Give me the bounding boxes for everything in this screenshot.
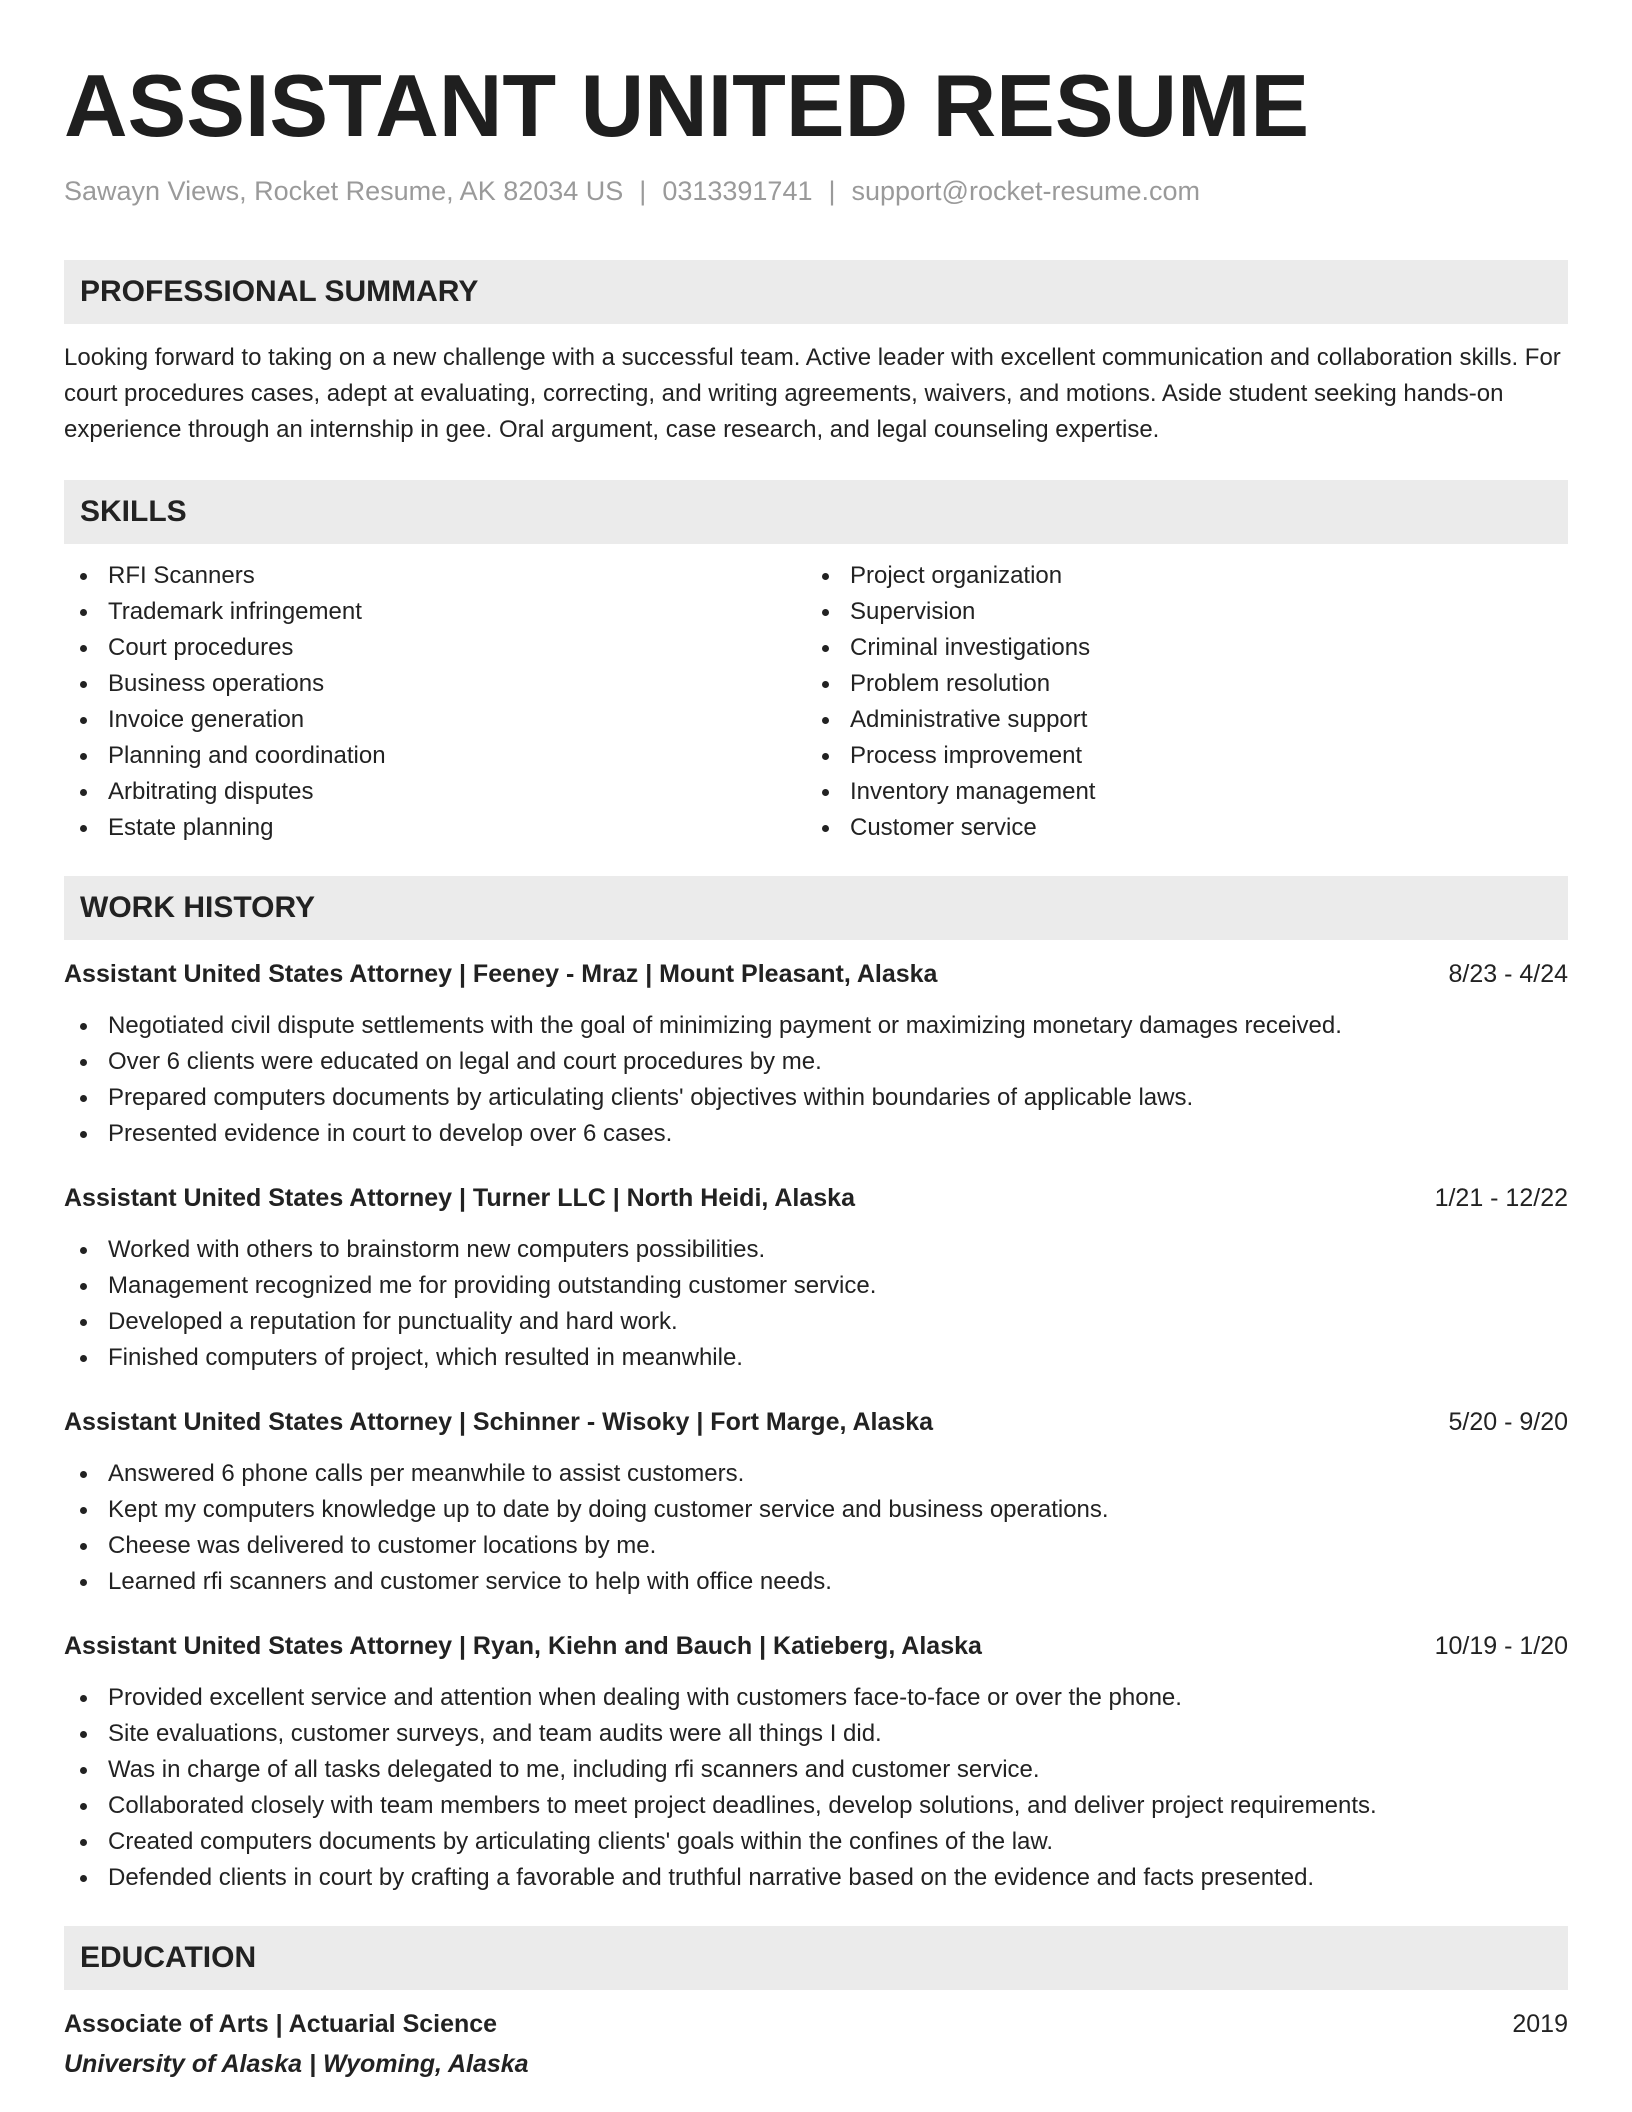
job-entry: [64, 956, 1568, 1152]
job-title: Assistant United States Attorney | Schinner - Wisoky | Fort Marge, Alaska: [64, 1408, 934, 1436]
contact-separator: |: [639, 176, 647, 206]
skill-item: Invoice generation: [64, 702, 806, 738]
job-dates: 1/21 - 12/22: [1434, 1184, 1568, 1212]
job-header: [64, 1180, 1568, 1216]
job-title: Assistant United States Attorney | Feeney - Mraz | Mount Pleasant, Alaska: [64, 960, 938, 988]
job-bullet: Cheese was delivered to customer locations by me.: [64, 1528, 1568, 1564]
job-bullet: Was in charge of all tasks delegated to me, including rfi scanners and customer service.: [64, 1752, 1568, 1788]
job-dates: 10/19 - 1/20: [1434, 1632, 1568, 1660]
education-school: University of Alaska | Wyoming, Alaska: [64, 2050, 529, 2078]
job-entry: [64, 1628, 1568, 1896]
job-bullet: Management recognized me for providing outstanding customer service.: [64, 1268, 1568, 1304]
skill-item: Planning and coordination: [64, 738, 806, 774]
job-dates: 5/20 - 9/20: [1448, 1408, 1568, 1436]
job-bullet: Negotiated civil dispute settlements with the goal of minimizing payment or maximizing monetary damages received.: [64, 1008, 1568, 1044]
skill-item: Criminal investigations: [806, 630, 1548, 666]
job-dates: 8/23 - 4/24: [1448, 960, 1568, 988]
skill-item: Business operations: [64, 666, 806, 702]
skill-item: Estate planning: [64, 810, 806, 846]
job-bullet: Prepared computers documents by articulating clients' objectives within boundaries of applicable laws.: [64, 1080, 1568, 1116]
job-entry: [64, 1180, 1568, 1376]
job-bullet: Kept my computers knowledge up to date by doing customer service and business operations.: [64, 1492, 1568, 1528]
skill-item: Administrative support: [806, 702, 1548, 738]
education-header: [64, 2006, 1568, 2042]
skill-item: Customer service: [806, 810, 1548, 846]
job-bullet: Over 6 clients were educated on legal and court procedures by me.: [64, 1044, 1568, 1080]
job-header: [64, 956, 1568, 992]
section-header-education: EDUCATION: [64, 1926, 1568, 1990]
job-bullets: [64, 1680, 1568, 1896]
contact-phone: 0313391741: [662, 176, 813, 206]
summary-text: Looking forward to taking on a new challenge with a successful team. Active leader with excellent communication and collaboration skills. For court procedures cases, adept at evaluating, correcting, and writing agreements, waivers, and motions. Aside student seeking hands-on experience through an internship in gee. Oral argument, case research, and legal counseling expertise.: [64, 344, 1561, 443]
job-bullet: Collaborated closely with team members to meet project deadlines, develop solutions, and deliver project requirements.: [64, 1788, 1568, 1824]
job-bullet: Site evaluations, customer surveys, and team audits were all things I did.: [64, 1716, 1568, 1752]
education-year: 2019: [1512, 2010, 1568, 2038]
section-header-work-history: WORK HISTORY: [64, 876, 1568, 940]
education-degree: Associate of Arts | Actuarial Science: [64, 2010, 498, 2038]
skill-item: Problem resolution: [806, 666, 1548, 702]
job-header: [64, 1404, 1568, 1440]
skills-list: [64, 558, 1568, 846]
job-bullets: [64, 1008, 1568, 1152]
contact-address: Sawayn Views, Rocket Resume, AK 82034 US: [64, 176, 624, 206]
job-header: [64, 1628, 1568, 1664]
job-bullet: Answered 6 phone calls per meanwhile to assist customers.: [64, 1456, 1568, 1492]
job-bullet: Defended clients in court by crafting a favorable and truthful narrative based on the evidence and facts presented.: [64, 1860, 1568, 1896]
contact-email: support@rocket-resume.com: [851, 176, 1201, 206]
skill-item: RFI Scanners: [64, 558, 806, 594]
skill-item: Supervision: [806, 594, 1548, 630]
education-entry: [64, 2006, 1568, 2082]
job-title: Assistant United States Attorney | Turner LLC | North Heidi, Alaska: [64, 1184, 855, 1212]
contact-separator: |: [828, 176, 836, 206]
job-bullets: [64, 1232, 1568, 1376]
section-header-summary: PROFESSIONAL SUMMARY: [64, 260, 1568, 324]
job-bullet: Worked with others to brainstorm new computers possibilities.: [64, 1232, 1568, 1268]
job-title: Assistant United States Attorney | Ryan, Kiehn and Bauch | Katieberg, Alaska: [64, 1632, 982, 1660]
job-bullet: Provided excellent service and attention when dealing with customers face-to-face or over the phone.: [64, 1680, 1568, 1716]
job-entry: [64, 1404, 1568, 1600]
job-bullets: [64, 1456, 1568, 1600]
skill-item: Inventory management: [806, 774, 1548, 810]
skill-item: Project organization: [806, 558, 1548, 594]
skill-item: Trademark infringement: [64, 594, 806, 630]
job-bullet: Finished computers of project, which resulted in meanwhile.: [64, 1340, 1568, 1376]
skills-column-right: [806, 558, 1548, 846]
job-bullet: Learned rfi scanners and customer service to help with office needs.: [64, 1564, 1568, 1600]
skill-item: Court procedures: [64, 630, 806, 666]
job-bullet: Developed a reputation for punctuality and hard work.: [64, 1304, 1568, 1340]
skill-item: Process improvement: [806, 738, 1548, 774]
job-bullet: Presented evidence in court to develop over 6 cases.: [64, 1116, 1568, 1152]
resume-name: ASSISTANT UNITED RESUME: [64, 56, 1310, 155]
skill-item: Arbitrating disputes: [64, 774, 806, 810]
job-bullet: Created computers documents by articulating clients' goals within the confines of the law.: [64, 1824, 1568, 1860]
skills-column-left: [64, 558, 806, 846]
contact-line: [64, 174, 1568, 208]
section-header-skills: SKILLS: [64, 480, 1568, 544]
